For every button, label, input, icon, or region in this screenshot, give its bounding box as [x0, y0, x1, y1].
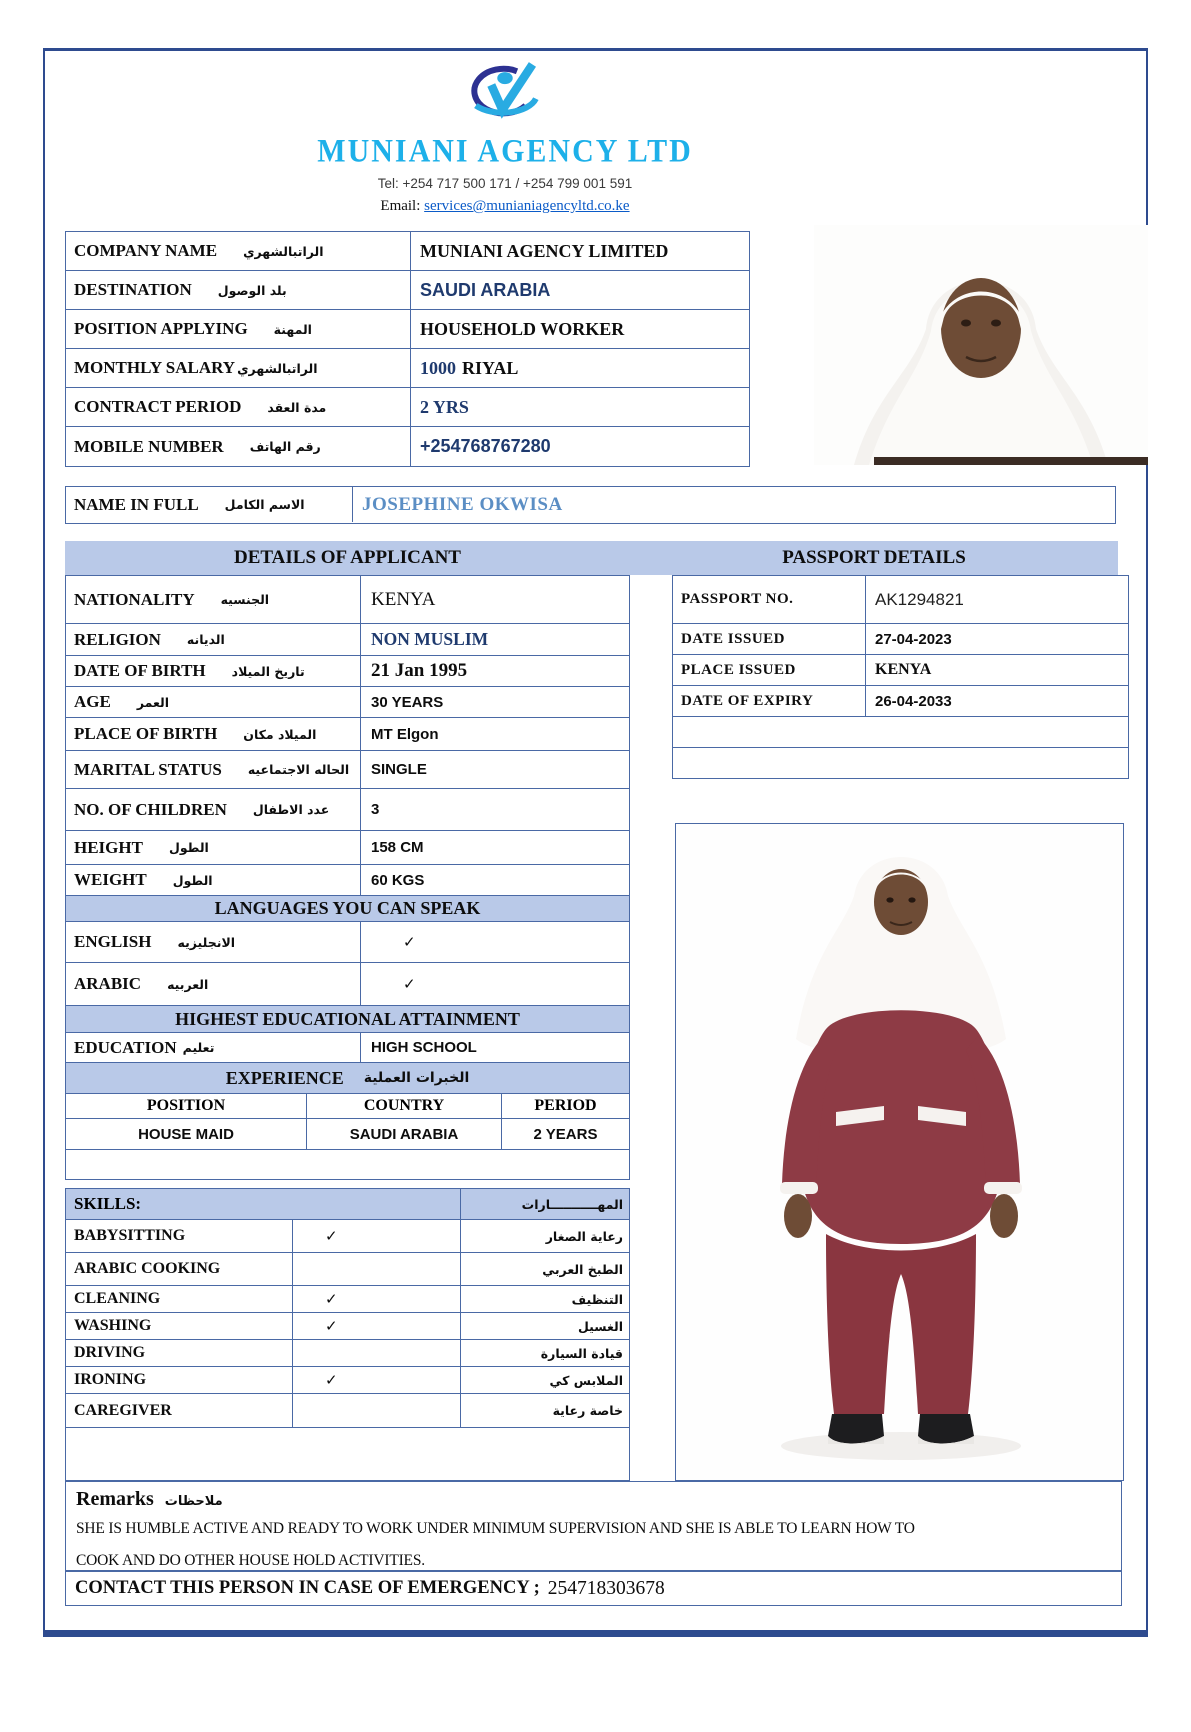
position-applying-value: HOUSEHOLD WORKER [420, 318, 625, 339]
agency-logo-icon [453, 61, 557, 121]
nationality-value: KENYA [371, 588, 436, 610]
experience-header-label: EXPERIENCE [225, 1067, 344, 1088]
arabic-cooking-label: ARABIC COOKING [74, 1260, 221, 1277]
marital-status-label: MARITAL STATUS [74, 759, 222, 779]
skill-row [66, 1286, 629, 1313]
table-row [66, 831, 629, 865]
contract-period-label: CONTRACT PERIOD [74, 397, 242, 416]
passport-no-value: AK1294821 [875, 589, 964, 609]
company-name-label-arabic: الراتبالشهري [243, 243, 324, 259]
date-of-expiry-label: DATE OF EXPIRY [673, 686, 866, 716]
email-label: Email: [380, 198, 421, 214]
ironing-checkmark-icon: ✓ [325, 1371, 338, 1389]
age-label: AGE [74, 692, 111, 711]
marital-status-label-arabic: الحاله الاجتماعيه [247, 762, 350, 777]
table-row [673, 686, 1128, 717]
caregiver-arabic: خاصة رعاية [552, 1403, 623, 1418]
nationality-label: NATIONALITY [74, 589, 195, 609]
name-table [65, 486, 1116, 524]
position-applying-label-arabic: المهنة [273, 321, 312, 337]
company-name-label: COMPANY NAME [74, 241, 218, 260]
ironing-label: IRONING [74, 1371, 147, 1388]
table-row [66, 865, 629, 896]
destination-label-arabic: بلد الوصول [217, 282, 287, 298]
mobile-number-value: +254768767280 [420, 436, 551, 456]
applicant-portrait-photo [814, 225, 1148, 465]
destination-value: SAUDI ARABIA [420, 279, 551, 300]
height-value: 158 CM [371, 839, 424, 856]
skill-row [66, 1313, 629, 1340]
passport-empty-row [673, 717, 1128, 748]
mobile-number-label: MOBILE NUMBER [74, 436, 224, 456]
details-of-applicant-header: DETAILS OF APPLICANT [234, 547, 461, 568]
remarks-label-arabic: ملاحظات [164, 1494, 223, 1509]
table-row [66, 310, 749, 349]
weight-label: WEIGHT [74, 870, 147, 889]
monthly-salary-unit: RIYAL [462, 357, 519, 378]
arabic-label: ARABIC [74, 974, 142, 993]
table-row [673, 655, 1128, 686]
place-issued-value: KENYA [875, 661, 932, 678]
remarks-section [65, 1481, 1122, 1571]
passport-details-header: PASSPORT DETAILS [782, 547, 966, 568]
washing-checkmark-icon: ✓ [325, 1317, 338, 1335]
cleaning-checkmark-icon: ✓ [325, 1290, 338, 1308]
height-label: HEIGHT [74, 837, 143, 857]
passport-empty-row [673, 748, 1128, 778]
experience-position: HOUSE MAID [138, 1125, 234, 1143]
education-label-arabic: تعليم [182, 1040, 215, 1055]
agency-header [105, 57, 905, 215]
babysitting-checkmark-icon: ✓ [325, 1227, 338, 1245]
table-row [66, 718, 629, 751]
age-label-arabic: العمر [136, 694, 170, 710]
monthly-salary-label-arabic: الراتبالشهري [237, 360, 318, 376]
company-name-value: MUNIANI AGENCY LIMITED [420, 240, 669, 261]
marital-status-value: SINGLE [371, 761, 427, 778]
table-row [673, 624, 1128, 655]
remarks-text-line2: COOK AND DO OTHER HOUSE HOLD ACTIVITIES. [76, 1552, 425, 1569]
applicant-full-body-photo [675, 823, 1124, 1481]
driving-arabic: قيادة السيارة [540, 1345, 623, 1361]
education-label: EDUCATION [74, 1037, 177, 1057]
date-issued-label: DATE ISSUED [673, 624, 866, 654]
children-label-arabic: عدد الاطفال [252, 802, 330, 817]
agency-email-link[interactable]: services@munianiagencyltd.co.ke [424, 198, 630, 214]
table-row [66, 232, 749, 271]
passport-details-table [672, 575, 1129, 779]
education-value: HIGH SCHOOL [371, 1039, 477, 1056]
skill-row [66, 1220, 629, 1253]
cleaning-label: CLEANING [74, 1290, 161, 1307]
english-checkmark-icon: ✓ [403, 933, 416, 951]
agency-email-line [105, 198, 905, 215]
babysitting-arabic: رعاية الصغار [545, 1228, 623, 1244]
table-row [66, 271, 749, 310]
document-page [43, 48, 1148, 1637]
date-of-birth-value: 21 Jan 1995 [371, 660, 468, 681]
remarks-title [76, 1488, 1111, 1511]
washing-label: WASHING [74, 1317, 152, 1334]
skills-empty-row [66, 1428, 629, 1480]
applicant-details-table [65, 575, 630, 1180]
arabic-cooking-arabic: الطبخ العربي [542, 1261, 623, 1277]
children-label: NO. OF CHILDREN [74, 799, 227, 819]
applicant-full-name: JOSEPHINE OKWISA [362, 493, 563, 515]
skills-header-arabic: المهـــــــــــارات [521, 1196, 623, 1212]
period-column-header: PERIOD [534, 1097, 597, 1114]
english-label-arabic: الانجليزيه [177, 934, 236, 950]
arabic-checkmark-icon: ✓ [403, 975, 416, 993]
monthly-salary-amount: 1000 [420, 357, 456, 378]
remarks-label: Remarks [76, 1488, 154, 1510]
skill-row [66, 1340, 629, 1367]
mobile-number-label-arabic: رقم الهاتف [249, 439, 321, 454]
skills-table [65, 1188, 630, 1481]
table-row [673, 576, 1128, 624]
experience-data-row [66, 1119, 629, 1150]
english-label: ENGLISH [74, 932, 152, 951]
table-row [66, 687, 629, 718]
agency-phone: Tel: +254 717 500 171 / +254 799 001 591 [377, 176, 633, 191]
washing-arabic: الغسيل [577, 1318, 623, 1334]
agency-name: MUNIANI AGENCY LTD [317, 133, 693, 170]
experience-empty-row [66, 1150, 629, 1179]
remarks-text-line1: SHE IS HUMBLE ACTIVE AND READY TO WORK UNDER MINIMUM SUPERVISION AND SHE IS ABLE TO LEARN HOW TO [76, 1520, 915, 1537]
experience-country: SAUDI ARABIA [349, 1125, 459, 1143]
table-row [66, 624, 629, 656]
ironing-arabic: الملابس كي [549, 1372, 623, 1388]
contract-period-label-arabic: مدة العقد [267, 399, 327, 415]
age-value: 30 YEARS [371, 693, 444, 711]
table-row [66, 427, 749, 466]
name-in-full-label: NAME IN FULL [74, 494, 199, 514]
height-label-arabic: الطول [168, 840, 209, 855]
emergency-contact-section [65, 1571, 1122, 1606]
religion-label: RELIGION [74, 629, 161, 649]
skills-header-label: SKILLS: [66, 1189, 461, 1219]
date-of-birth-label: DATE OF BIRTH [74, 661, 206, 680]
experience-section-header [66, 1063, 629, 1094]
monthly-salary-label: MONTHLY SALARY [74, 358, 236, 377]
skill-row [66, 1253, 629, 1286]
table-row [66, 1033, 629, 1063]
experience-columns-row [66, 1094, 629, 1119]
languages-section-header: LANGUAGES YOU CAN SPEAK [66, 896, 629, 922]
position-column-header: POSITION [66, 1094, 307, 1118]
nationality-label-arabic: الجنسيه [220, 592, 270, 607]
table-row [66, 388, 749, 427]
religion-label-arabic: الديانه [186, 632, 225, 647]
skill-row [66, 1367, 629, 1394]
table-row [66, 1572, 1121, 1605]
skill-row [66, 1394, 629, 1428]
experience-period: 2 YEARS [533, 1125, 598, 1143]
children-value: 3 [371, 801, 380, 818]
education-section-header: HIGHEST EDUCATIONAL ATTAINMENT [66, 1006, 629, 1033]
babysitting-label: BABYSITTING [74, 1227, 186, 1244]
table-row [66, 751, 629, 789]
cleaning-arabic: التنظيف [571, 1291, 623, 1307]
company-info-table [65, 231, 750, 467]
table-row [66, 576, 629, 624]
date-of-expiry-value: 26-04-2033 [875, 692, 952, 710]
place-of-birth-value: MT Elgon [371, 725, 439, 743]
place-of-birth-label: PLACE OF BIRTH [74, 724, 218, 743]
religion-value: NON MUSLIM [371, 629, 489, 649]
weight-value: 60 KGS [371, 871, 425, 889]
table-row [66, 963, 629, 1006]
emergency-contact-label: CONTACT THIS PERSON IN CASE OF EMERGENCY ; [75, 1578, 540, 1598]
table-row [66, 789, 629, 831]
position-applying-label: POSITION APPLYING [74, 319, 248, 338]
country-column-header: COUNTRY [307, 1094, 502, 1118]
place-of-birth-label-arabic: الميلاد مكان [243, 726, 317, 742]
name-in-full-label-arabic: الاسم الكامل [224, 497, 305, 512]
table-row [66, 656, 629, 687]
arabic-label-arabic: العربيه [167, 976, 209, 992]
emergency-contact-number: 254718303678 [547, 1577, 665, 1599]
experience-header-arabic: الخبرات العملية [363, 1070, 470, 1086]
passport-no-label: PASSPORT NO. [673, 576, 866, 623]
place-issued-label: PLACE ISSUED [673, 655, 866, 685]
destination-label: DESTINATION [74, 280, 192, 299]
skills-header-row [66, 1189, 629, 1220]
table-row [66, 487, 1115, 522]
caregiver-label: CAREGIVER [74, 1401, 172, 1419]
table-row [66, 922, 629, 963]
contract-period-value: 2 YRS [420, 396, 469, 417]
section-banner [65, 541, 1118, 575]
date-issued-value: 27-04-2023 [875, 630, 952, 648]
driving-label: DRIVING [74, 1344, 146, 1361]
weight-label-arabic: الطول [172, 872, 213, 888]
date-of-birth-label-arabic: تاريخ الميلاد [231, 663, 305, 679]
table-row [66, 349, 749, 388]
